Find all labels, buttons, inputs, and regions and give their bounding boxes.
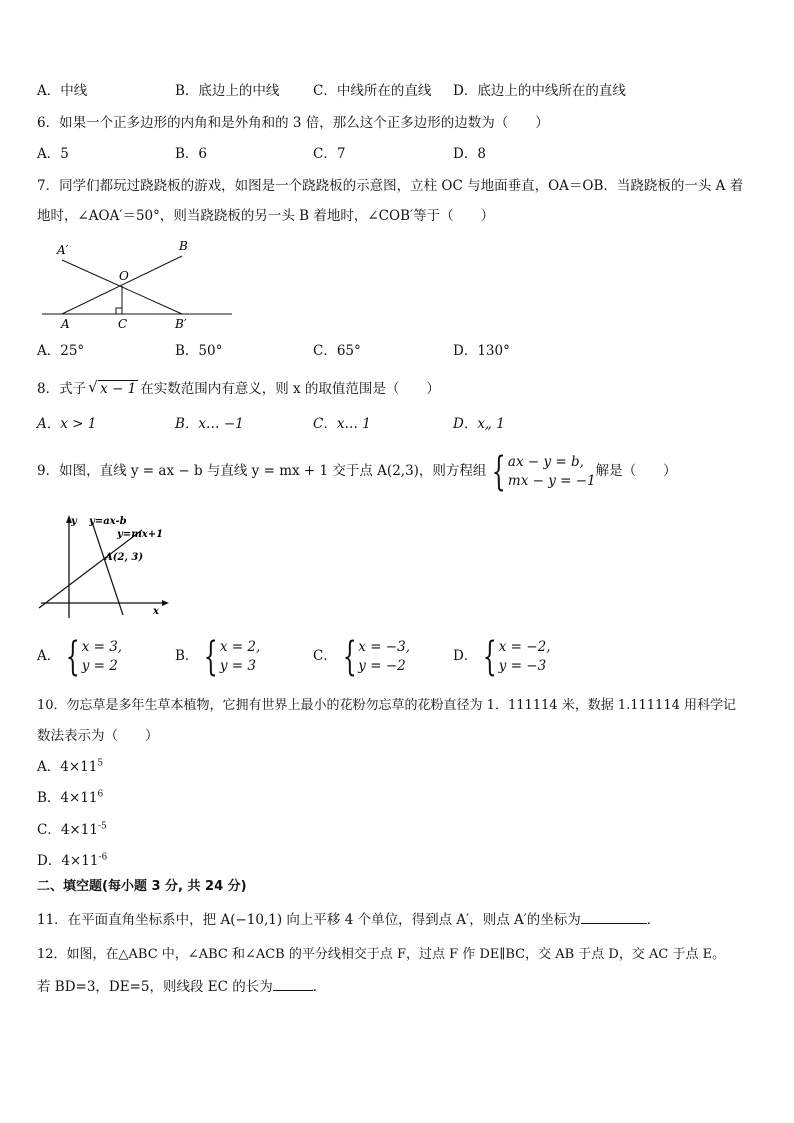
- q12-answer-blank[interactable]: [273, 976, 313, 991]
- sqrt-expression: √ x − 1: [88, 378, 137, 397]
- label-a-prime: A′: [57, 243, 69, 257]
- q9-option-c-label: C．: [313, 648, 337, 664]
- q10-option-c-exponent: -5: [97, 821, 107, 832]
- q9-option-d-row1: x = −2,: [498, 638, 551, 655]
- q8-stem: [37, 379, 440, 399]
- q9-option-b-row2: y = 3: [219, 657, 256, 674]
- q9-option-b-row1: x = 2,: [219, 638, 261, 655]
- q5-option-c: C．中线所在的直线: [313, 83, 432, 99]
- q10-option-b: [37, 788, 103, 808]
- label-line1: y=ax-b: [89, 516, 127, 527]
- label-b-prime: B′: [175, 317, 187, 331]
- q9-option-c-row1: x = −3,: [358, 638, 410, 655]
- section-heading-fill-in: 二、填空题(每小题 3 分, 共 24 分): [37, 879, 247, 894]
- q10-option-a-base: A．4×11: [37, 759, 98, 775]
- q9-option-a-row2: y = 2: [81, 657, 118, 674]
- right-angle-mark: [116, 308, 122, 314]
- label-b: B: [179, 239, 188, 253]
- q9-equation-2: mx − y = −1: [507, 472, 596, 489]
- radicand: x − 1: [100, 381, 137, 397]
- q6-option-b: B．6: [175, 146, 208, 162]
- q9-option-d-label: D．: [453, 648, 478, 664]
- q12-stem-line1: 12．如图，在△ABC 中，∠ABC 和∠ACB 的平分线相交于点 F，过点 F 作 DE∥BC，交 AB 于点 D，交 AC 于点 E。: [37, 947, 726, 962]
- q6-option-d: D．8: [453, 146, 486, 162]
- q10-option-d-exponent: -6: [98, 852, 108, 863]
- q7-stem-line1: 7．同学们都玩过跷跷板的游戏，如图是一个跷跷板的示意图，立柱 OC 与地面垂直，OA＝OB．当跷跷板的一头 A 着: [37, 178, 744, 194]
- q8-option-b: B．x… −1: [175, 416, 244, 432]
- q7-option-b: B．50°: [175, 343, 223, 359]
- q9-stem-pre: 9．如图，直线 y = ax − b 与直线 y = mx + 1 交于点 A(2,3)，则方程组: [37, 463, 487, 479]
- q9-option-a: A． { x = 3, y = 2: [37, 633, 123, 680]
- q10-option-b-base: B．4×11: [37, 790, 98, 806]
- q11-stem-end: ．: [646, 912, 661, 928]
- q7-option-d: D．130°: [453, 343, 510, 359]
- line-mx-plus-1: [39, 530, 142, 608]
- q9-equation-1: ax − y = b,: [507, 453, 584, 470]
- label-point-a: A(2, 3): [105, 552, 144, 563]
- q5-option-b: B．底边上的中线: [175, 83, 280, 99]
- q11-stem-text: 11．在平面直角坐标系中，把 A(−10,1) 向上平移 4 个单位，得到点 A′，则点 A′的坐标为: [37, 912, 581, 928]
- q9-option-b-label: B．: [175, 648, 199, 664]
- q7-stem-line2: 地时，∠AOA′＝50°，则当跷跷板的另一头 B 着地时，∠COB′等于（ ）: [37, 208, 495, 224]
- q9-graph-figure: [37, 510, 177, 620]
- q12-stem-line2: [37, 976, 326, 997]
- q8-option-d: D．x„ 1: [453, 416, 505, 432]
- q10-option-c-base: C．4×11: [37, 822, 98, 838]
- q9-equation-system: { ax − y = b, mx − y = −1: [492, 448, 596, 495]
- q9-option-a-label: A．: [37, 648, 61, 664]
- q8-stem-post: 在实数范围内有意义，则 x 的取值范围是（ ）: [140, 381, 440, 397]
- label-line2: y=mx+1: [117, 529, 164, 540]
- q9-stem-post: 解是（ ）: [595, 463, 677, 479]
- q5-option-a: A．中线: [37, 83, 88, 99]
- q10-option-d-base: D．4×11: [37, 853, 99, 869]
- q10-stem-line2: 数法表示为（ ）: [37, 728, 159, 744]
- q9-option-a-row1: x = 3,: [81, 638, 123, 655]
- q10-stem-line1: 10．勿忘草是多年生草本植物，它拥有世界上最小的花粉勿忘草的花粉直径为 1．111114 米，数据 1.111114 用科学记: [37, 698, 736, 713]
- q10-option-d: [37, 851, 107, 871]
- q9-option-b: B． { x = 2, y = 3: [175, 633, 261, 680]
- label-o: O: [119, 269, 129, 283]
- q9-stem: [37, 449, 677, 493]
- q9-option-c-row2: y = −2: [358, 657, 406, 674]
- q8-option-c: C．x… 1: [313, 416, 371, 432]
- q7-option-a: A．25°: [37, 343, 85, 359]
- label-x-axis: x: [153, 606, 159, 617]
- seesaw-figure: [37, 238, 237, 333]
- q5-option-d: D．底边上的中线所在的直线: [453, 83, 626, 99]
- q10-option-a: [37, 757, 103, 777]
- q9-option-d-row2: y = −3: [498, 657, 547, 674]
- q8-stem-pre: 8．式子: [37, 381, 87, 397]
- label-c: C: [118, 317, 128, 331]
- q8-option-a: A．x > 1: [37, 416, 97, 432]
- q6-option-c: C．7: [313, 146, 346, 162]
- q12-stem-end: ．: [312, 979, 327, 995]
- q9-option-c: C． { x = −3, y = −2: [313, 633, 410, 680]
- label-y-axis: y: [71, 516, 77, 527]
- x-axis-arrow: [162, 600, 169, 606]
- q10-option-c: [37, 820, 107, 840]
- q12-stem-text: 若 BD=3，DE=5，则线段 EC 的长为: [37, 979, 273, 995]
- q9-option-d: D． { x = −2, y = −3: [453, 633, 551, 680]
- q11-stem: [37, 909, 660, 930]
- q10-option-a-exponent: 5: [97, 758, 104, 769]
- q11-answer-blank[interactable]: [581, 909, 647, 924]
- q7-option-c: C．65°: [313, 343, 361, 359]
- label-a: A: [61, 317, 70, 331]
- q6-stem: 6．如果一个正多边形的内角和是外角和的 3 倍，那么这个正多边形的边数为（ ）: [37, 115, 549, 131]
- q10-option-b-exponent: 6: [97, 789, 104, 800]
- q6-option-a: A．5: [37, 146, 69, 162]
